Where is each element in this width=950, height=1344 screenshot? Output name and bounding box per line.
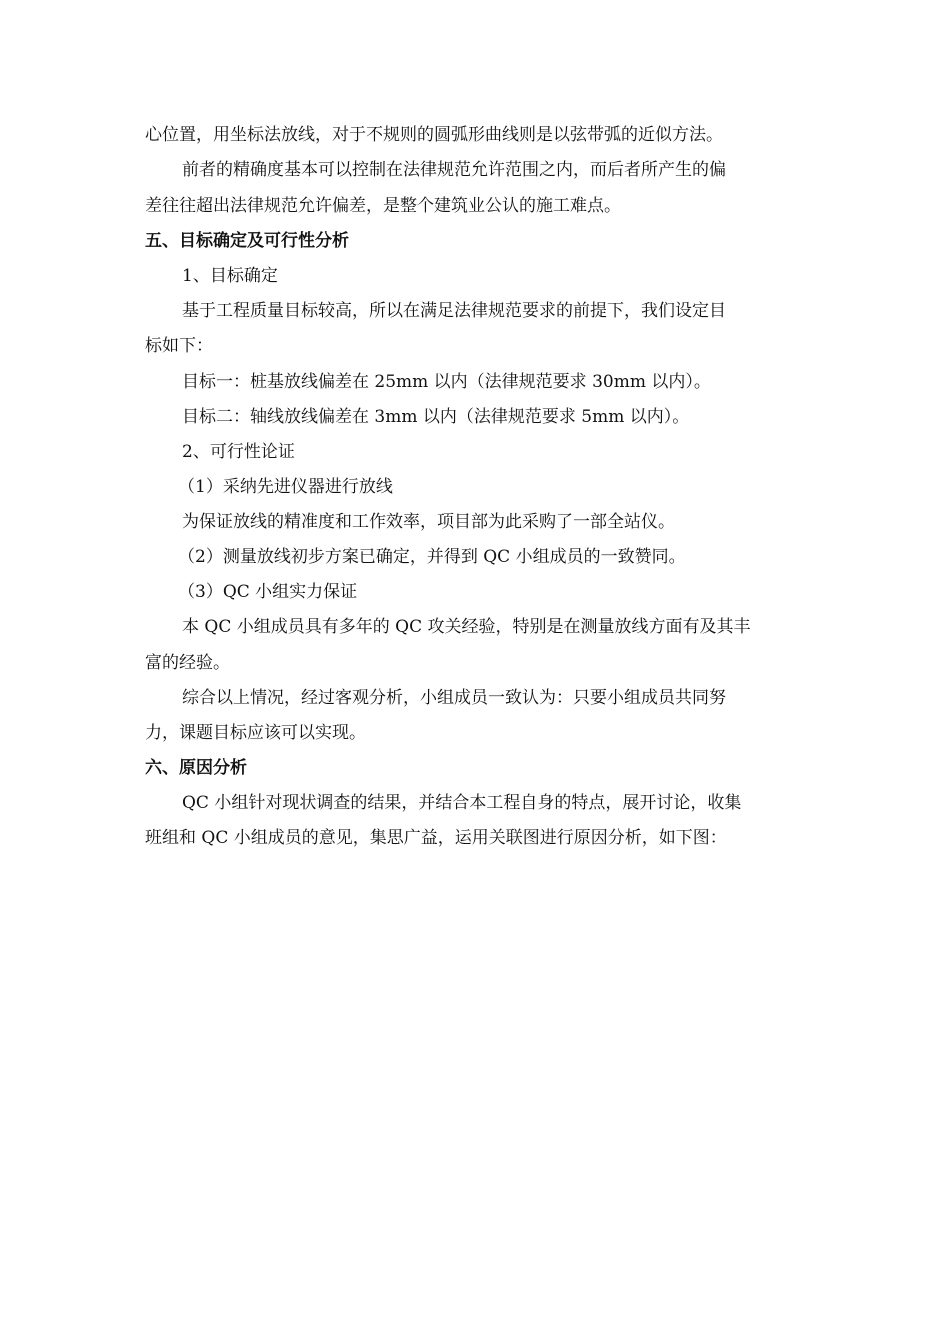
paragraph-line: 差往往超出法律规范允许偏差，是整个建筑业公认的施工难点。 [145,196,621,216]
paragraph-line: 综合以上情况，经过客观分析，小组成员一致认为：只要小组成员共同努 [182,688,726,708]
paragraph-line: 标如下： [145,336,213,356]
section-heading-5: 五、目标确定及可行性分析 [145,231,349,251]
target-line-2: 目标二：轴线放线偏差在 3mm 以内（法律规范要求 5mm 以内）。 [182,407,690,427]
paragraph-line: 本 QC 小组成员具有多年的 QC 攻关经验，特别是在测量放线方面有及其丰 [182,617,751,637]
paragraph-line: 基于工程质量目标较高，所以在满足法律规范要求的前提下，我们设定目 [182,301,726,321]
paragraph-line: QC 小组针对现状调查的结果，并结合本工程自身的特点，展开讨论，收集 [182,793,742,813]
paragraph-line: 前者的精确度基本可以控制在法律规范允许范围之内，而后者所产生的偏 [182,160,726,180]
section-heading-6: 六、原因分析 [145,758,247,778]
list-item: （2）测量放线初步方案已确定，并得到 QC 小组成员的一致赞同。 [178,547,686,567]
paragraph-line: 心位置，用坐标法放线，对于不规则的圆弧形曲线则是以弦带弧的近似方法。 [145,125,723,145]
list-item: （1）采纳先进仪器进行放线 [178,477,393,497]
paragraph-line: 为保证放线的精准度和工作效率，项目部为此采购了一部全站仪。 [182,512,675,532]
target-line-1: 目标一：桩基放线偏差在 25mm 以内（法律规范要求 30mm 以内）。 [182,372,711,392]
paragraph-line: 班组和 QC 小组成员的意见，集思广益，运用关联图进行原因分析，如下图： [145,828,727,848]
paragraph-line: 富的经验。 [145,653,230,673]
subsection-heading: 1、目标确定 [182,266,278,286]
subsection-heading: 2、可行性论证 [182,442,295,462]
list-item: （3）QC 小组实力保证 [178,582,358,602]
paragraph-line: 力，课题目标应该可以实现。 [145,723,366,743]
